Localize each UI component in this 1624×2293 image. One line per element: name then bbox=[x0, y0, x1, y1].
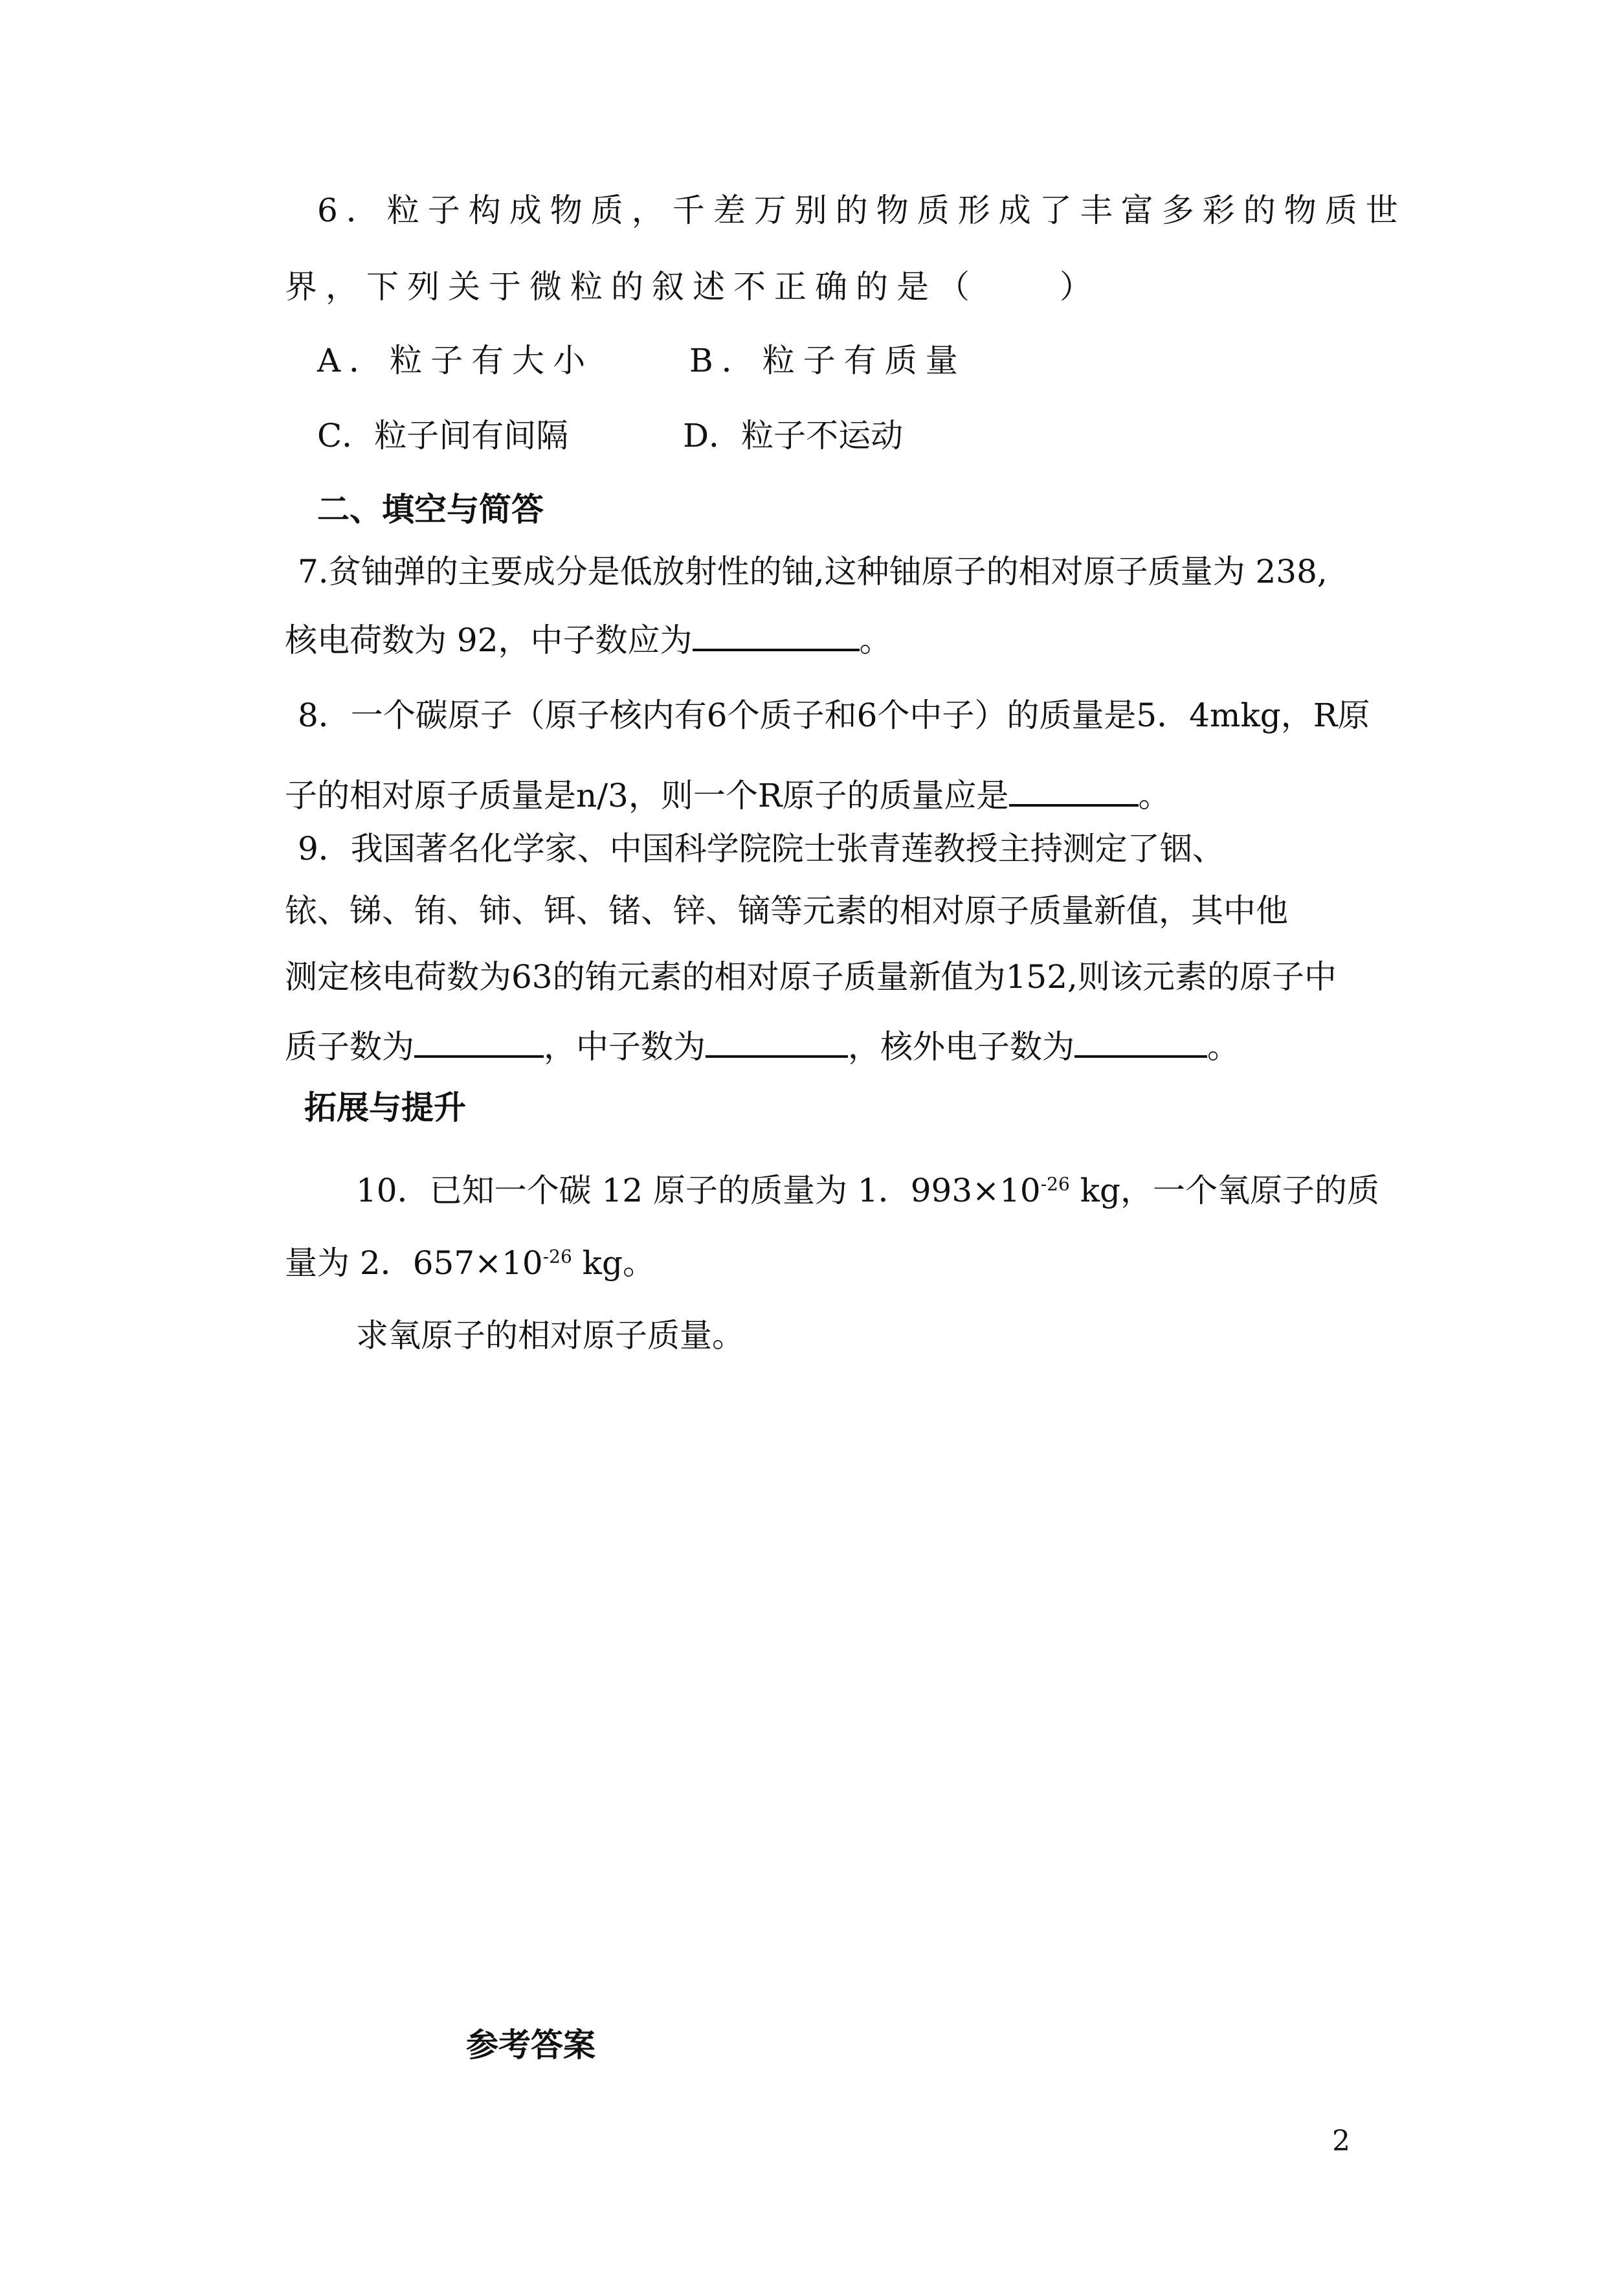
page-number: 2 bbox=[1332, 2125, 1350, 2158]
q7-answer-blank[interactable] bbox=[693, 619, 860, 651]
q6-line-1: 6．粒子构成物质，千差万别的物质形成了丰富多彩的物质世 bbox=[317, 192, 1407, 229]
q6-option-c: C．粒子间有间隔 bbox=[317, 417, 569, 454]
q10-text-d: kg。 bbox=[572, 1244, 655, 1282]
q9-line-1: 9．我国著名化学家、中国科学院院士张青莲教授主持测定了铟、 bbox=[298, 830, 1225, 867]
q6-option-b: B．粒子有质量 bbox=[689, 342, 966, 379]
section-title-extension: 拓展与提升 bbox=[304, 1089, 466, 1126]
q7-period: 。 bbox=[859, 621, 892, 659]
q8-line-1: 8．一个碳原子（原子核内有6个质子和6个中子）的质量是5．4mkg，R原 bbox=[298, 697, 1370, 734]
q10-exponent-1: -26 bbox=[1040, 1173, 1070, 1195]
q6-option-d: D．粒子不运动 bbox=[683, 417, 904, 454]
q8-text: 子的相对原子质量是n/3，则一个R原子的质量应是 bbox=[285, 777, 1009, 814]
q10-exponent-2: -26 bbox=[542, 1246, 572, 1268]
q6-option-a: A．粒子有大小 bbox=[317, 342, 594, 379]
q9-electrons-blank[interactable] bbox=[1074, 1025, 1207, 1058]
q9-text-neutrons: ，中子数为 bbox=[544, 1028, 706, 1066]
q10-text-b: kg，一个氧原子的质 bbox=[1069, 1172, 1379, 1209]
section-title-fill-in: 二、填空与简答 bbox=[317, 491, 544, 528]
q6-line-2: 界，下列关于微粒的叙述不正确的是（ ） bbox=[285, 268, 1100, 306]
q7-line-1: 7.贫铀弹的主要成分是低放射性的铀,这种铀原子的相对原子质量为 238, bbox=[298, 553, 1328, 590]
answers-title: 参考答案 bbox=[466, 2026, 595, 2064]
q9-line-2: 铱、锑、铕、铈、铒、锗、锌、镝等元素的相对原子质量新值，其中他 bbox=[285, 892, 1288, 930]
q10-line-2 bbox=[285, 1244, 655, 1282]
q8-answer-blank[interactable] bbox=[1009, 774, 1139, 807]
q9-protons-blank[interactable] bbox=[414, 1025, 544, 1058]
q10-line-3: 求氧原子的相对原子质量。 bbox=[356, 1317, 744, 1354]
q10-text-c: 量为 2．657×10 bbox=[285, 1244, 543, 1282]
q9-text-electrons: ，核外电子数为 bbox=[848, 1028, 1074, 1066]
q9-line-4 bbox=[285, 1025, 1240, 1066]
q8-period: 。 bbox=[1138, 777, 1171, 814]
q9-period: 。 bbox=[1207, 1028, 1240, 1066]
q9-text-protons: 质子数为 bbox=[285, 1028, 414, 1066]
q8-line-2 bbox=[285, 774, 1171, 812]
q7-line-2 bbox=[285, 619, 892, 659]
q7-text: 核电荷数为 92，中子数应为 bbox=[285, 621, 693, 659]
q9-neutrons-blank[interactable] bbox=[706, 1025, 848, 1058]
q10-text-a: 10．已知一个碳 12 原子的质量为 1．993×10 bbox=[356, 1172, 1041, 1209]
q10-line-1 bbox=[356, 1174, 1379, 1207]
q9-line-3: 测定核电荷数为63的铕元素的相对原子质量新值为152,则该元素的原子中 bbox=[285, 958, 1337, 996]
